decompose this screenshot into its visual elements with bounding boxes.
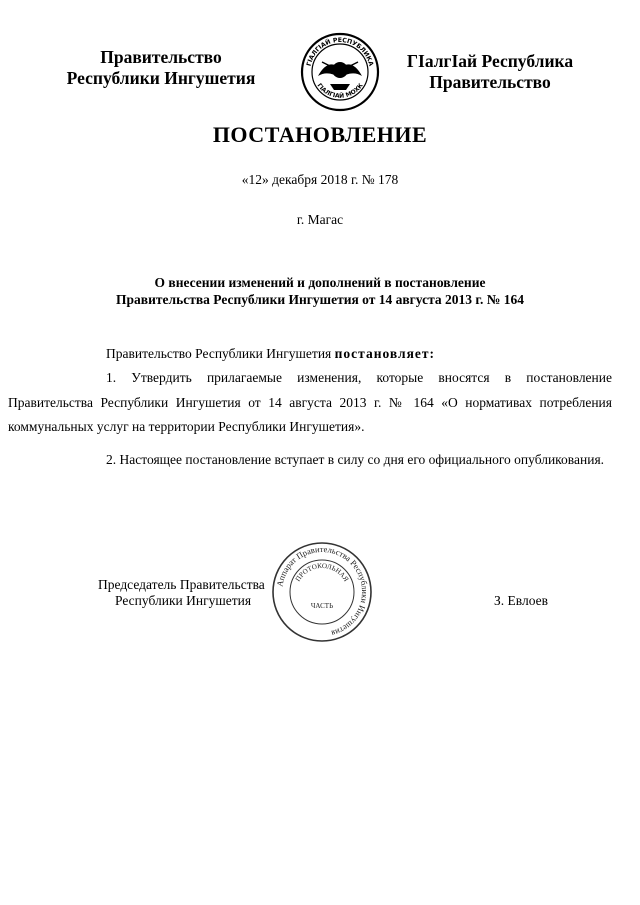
signatory-title-line2: Республики Ингушетия <box>115 593 252 608</box>
document-subject-line2: Правительства Республики Ингушетия от 14 августа 2013 г. № 164 <box>116 292 524 307</box>
header-right-line1: ГIалгIай Республика <box>406 51 574 71</box>
coat-of-arms-emblem <box>300 32 380 112</box>
signatory-name: З. Евлоев <box>494 593 548 608</box>
item-2: 2. Настоящее постановление вступает в силу со дня его официального опубликования. <box>106 452 605 467</box>
document-title: ПОСТАНОВЛЕНИЕ <box>212 122 428 147</box>
emblem-text-bottom: ГIАЛГIАЙ МОХК <box>315 82 365 100</box>
document-date-number: «12» декабря 2018 г. № 178 <box>241 172 399 187</box>
header-right-title <box>390 51 590 93</box>
document-subject-line1: О внесении изменений и дополнений в постановление <box>154 275 486 290</box>
official-stamp <box>270 540 374 644</box>
document-city: г. Магас <box>296 212 344 227</box>
header-left-line2: Республики Ингушетия <box>66 68 256 88</box>
document-body <box>106 342 606 367</box>
item-1-wrapper <box>8 366 612 440</box>
item-1: 1. Утвердить прилагаемые изменения, которые вносятся в постановление Правительства Республики Ингушетия от 14 августа 2013 г. № 164 «О нормативах потребления коммунальных услуг на территории Республики Ингушетия». <box>8 370 612 434</box>
header-right-line2: Правительство <box>429 72 551 92</box>
preamble-decree-word: постановляет: <box>334 346 436 361</box>
header-left-title <box>46 47 276 89</box>
emblem-text-top: ГIАЛГIАЙ РЕСПУБЛИКА <box>305 36 375 67</box>
stamp-inner-text2: ЧАСТЬ <box>310 602 334 610</box>
preamble-text: Правительство Республики Ингушетия <box>106 346 335 361</box>
signatory-title-line1: Председатель Правительства <box>98 577 265 592</box>
signatory-title <box>98 577 265 609</box>
stamp-ring-text: Аппарат Правительства Республики Ингушетия <box>274 543 371 639</box>
stamp-inner-text1: ПРОТОКОЛЬНАЯ <box>293 561 351 583</box>
preamble <box>106 342 606 367</box>
item-2-wrapper <box>8 448 612 473</box>
header-left-line1: Правительство <box>100 47 222 67</box>
